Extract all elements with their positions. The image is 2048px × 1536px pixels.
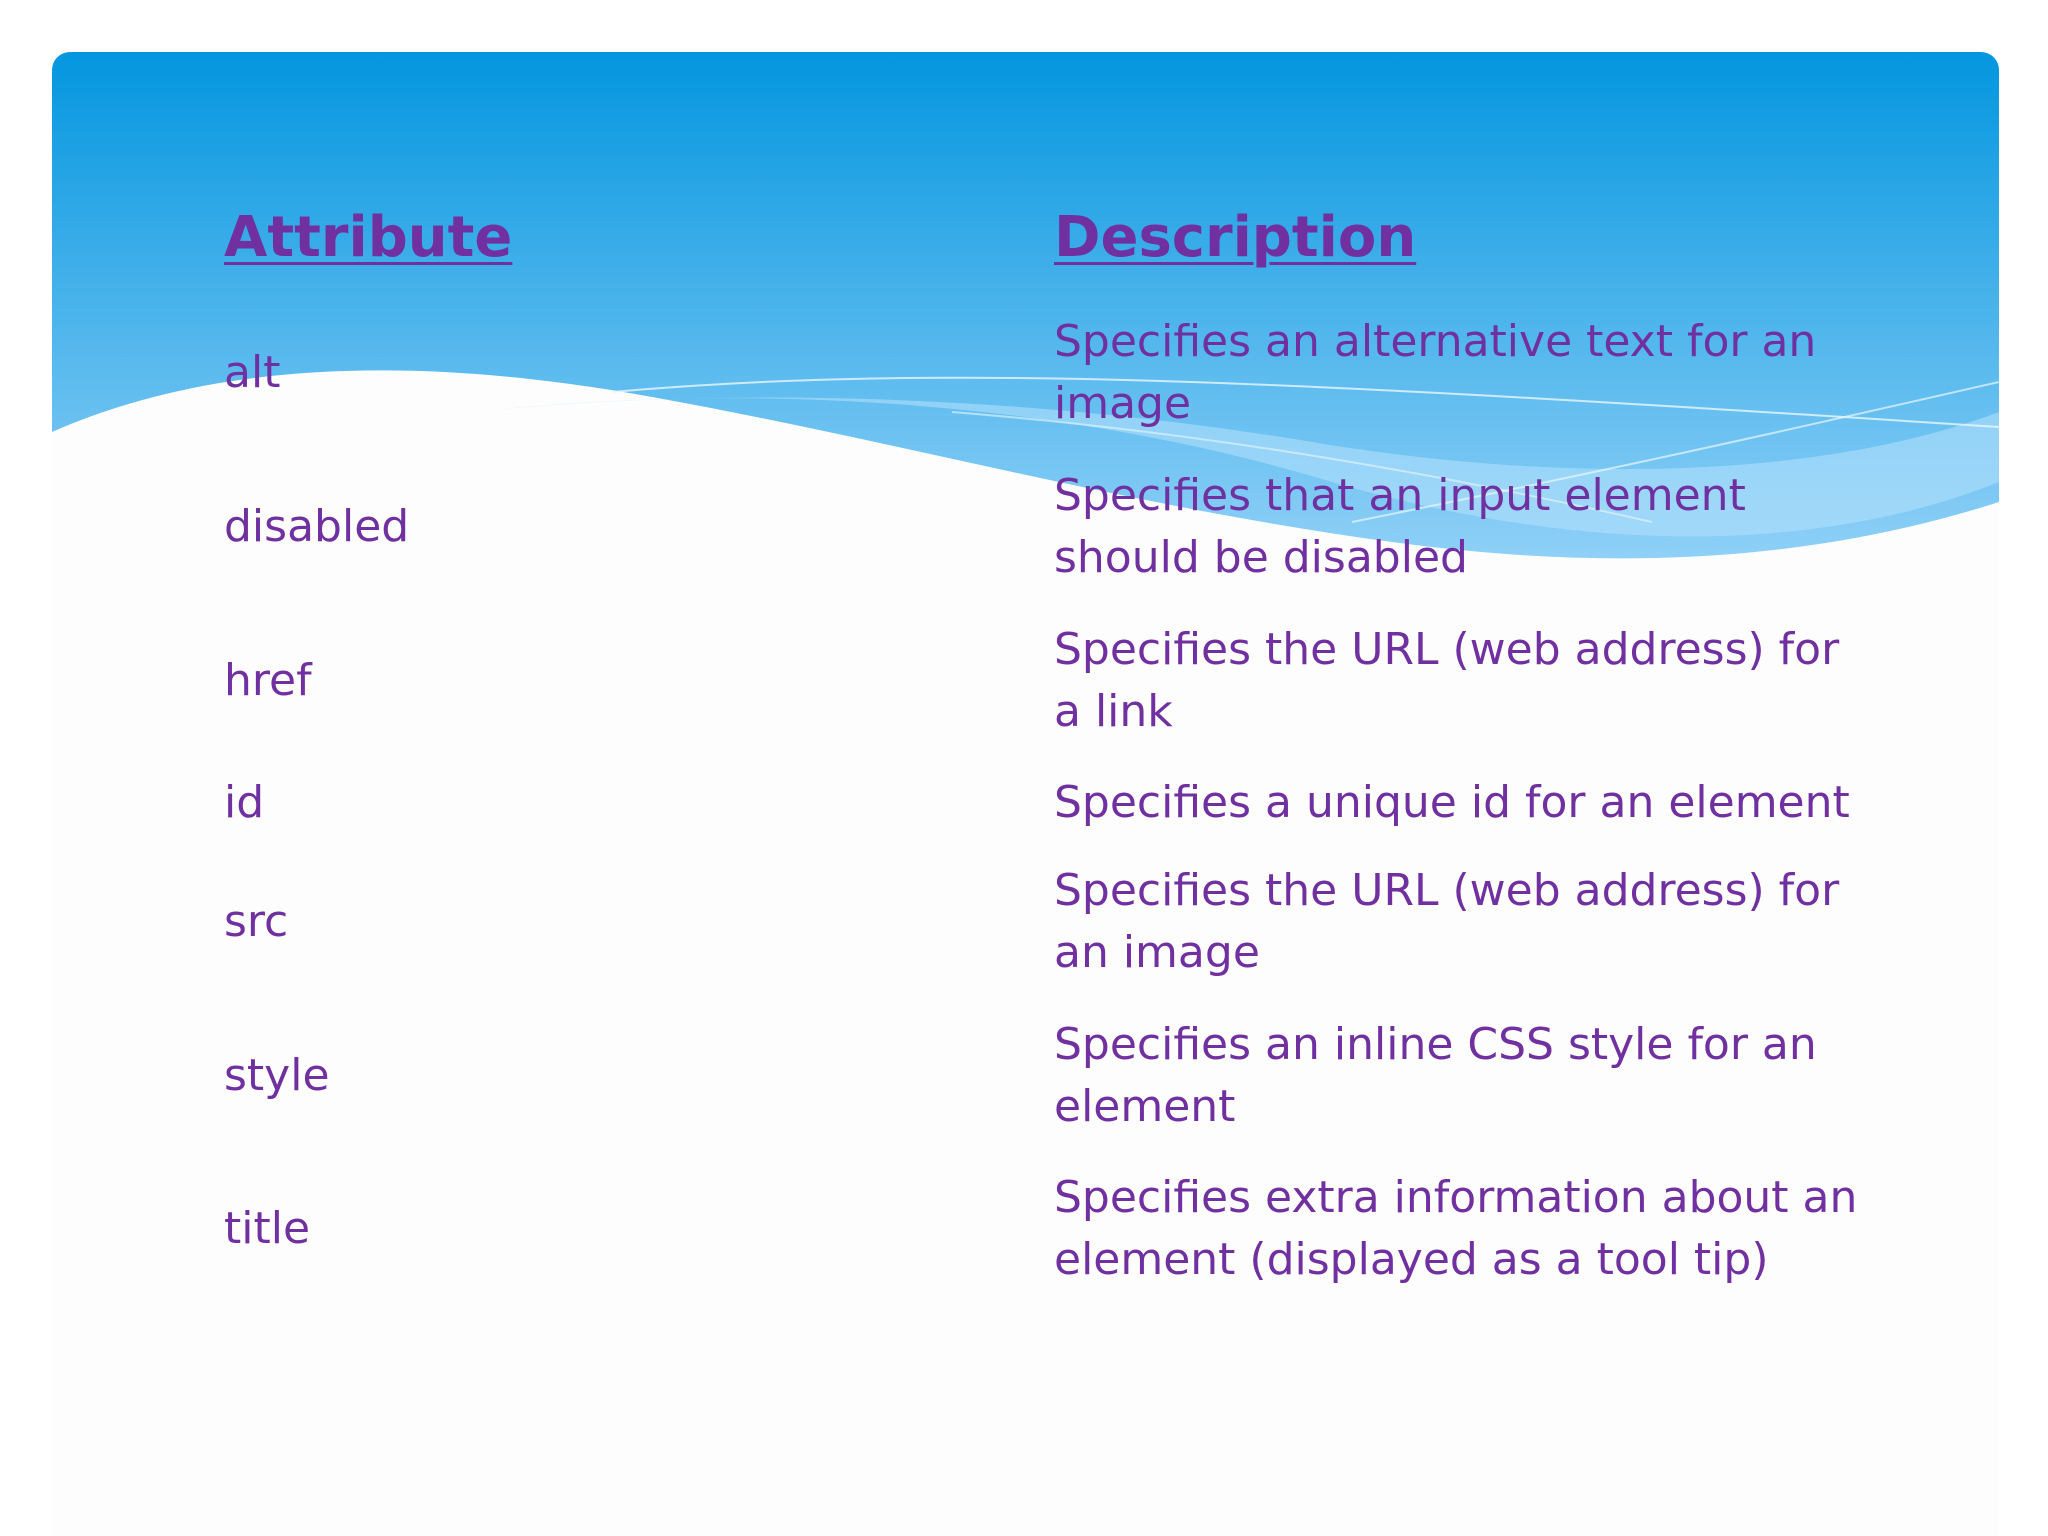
description-cell <box>1054 772 1914 834</box>
description-line: Specifies that an input element <box>1054 470 1746 521</box>
description-line: Specifies the URL (web address) for <box>1054 865 1840 916</box>
attribute-cell: disabled <box>224 501 410 552</box>
description-line: Specifies an alternative text for an <box>1054 316 1817 367</box>
slide-card <box>52 52 1999 1536</box>
attribute-column-header: Attribute <box>224 205 513 270</box>
description-line: an image <box>1054 927 1260 978</box>
description-cell <box>1054 1167 1914 1291</box>
attribute-cell: title <box>224 1203 311 1254</box>
attribute-cell: alt <box>224 347 281 398</box>
description-line: image <box>1054 378 1192 429</box>
attribute-cell: src <box>224 896 289 947</box>
attribute-cell: href <box>224 655 312 706</box>
description-cell <box>1054 619 1914 743</box>
description-line: element <box>1054 1081 1236 1132</box>
description-line: Specifies extra information about an <box>1054 1172 1858 1223</box>
attribute-cell: id <box>224 777 265 828</box>
description-line: should be disabled <box>1054 532 1468 583</box>
description-cell <box>1054 465 1914 589</box>
description-line: Specifies a unique id for an element <box>1054 777 1850 828</box>
description-cell <box>1054 311 1914 435</box>
description-line: element (displayed as a tool tip) <box>1054 1234 1769 1285</box>
description-column-header: Description <box>1054 205 1417 270</box>
description-cell <box>1054 1014 1914 1138</box>
attribute-cell: style <box>224 1050 330 1101</box>
description-cell <box>1054 860 1914 984</box>
attribute-table <box>52 52 1999 1536</box>
description-line: Specifies an inline CSS style for an <box>1054 1019 1817 1070</box>
description-line: a link <box>1054 686 1173 737</box>
description-line: Specifies the URL (web address) for <box>1054 624 1840 675</box>
